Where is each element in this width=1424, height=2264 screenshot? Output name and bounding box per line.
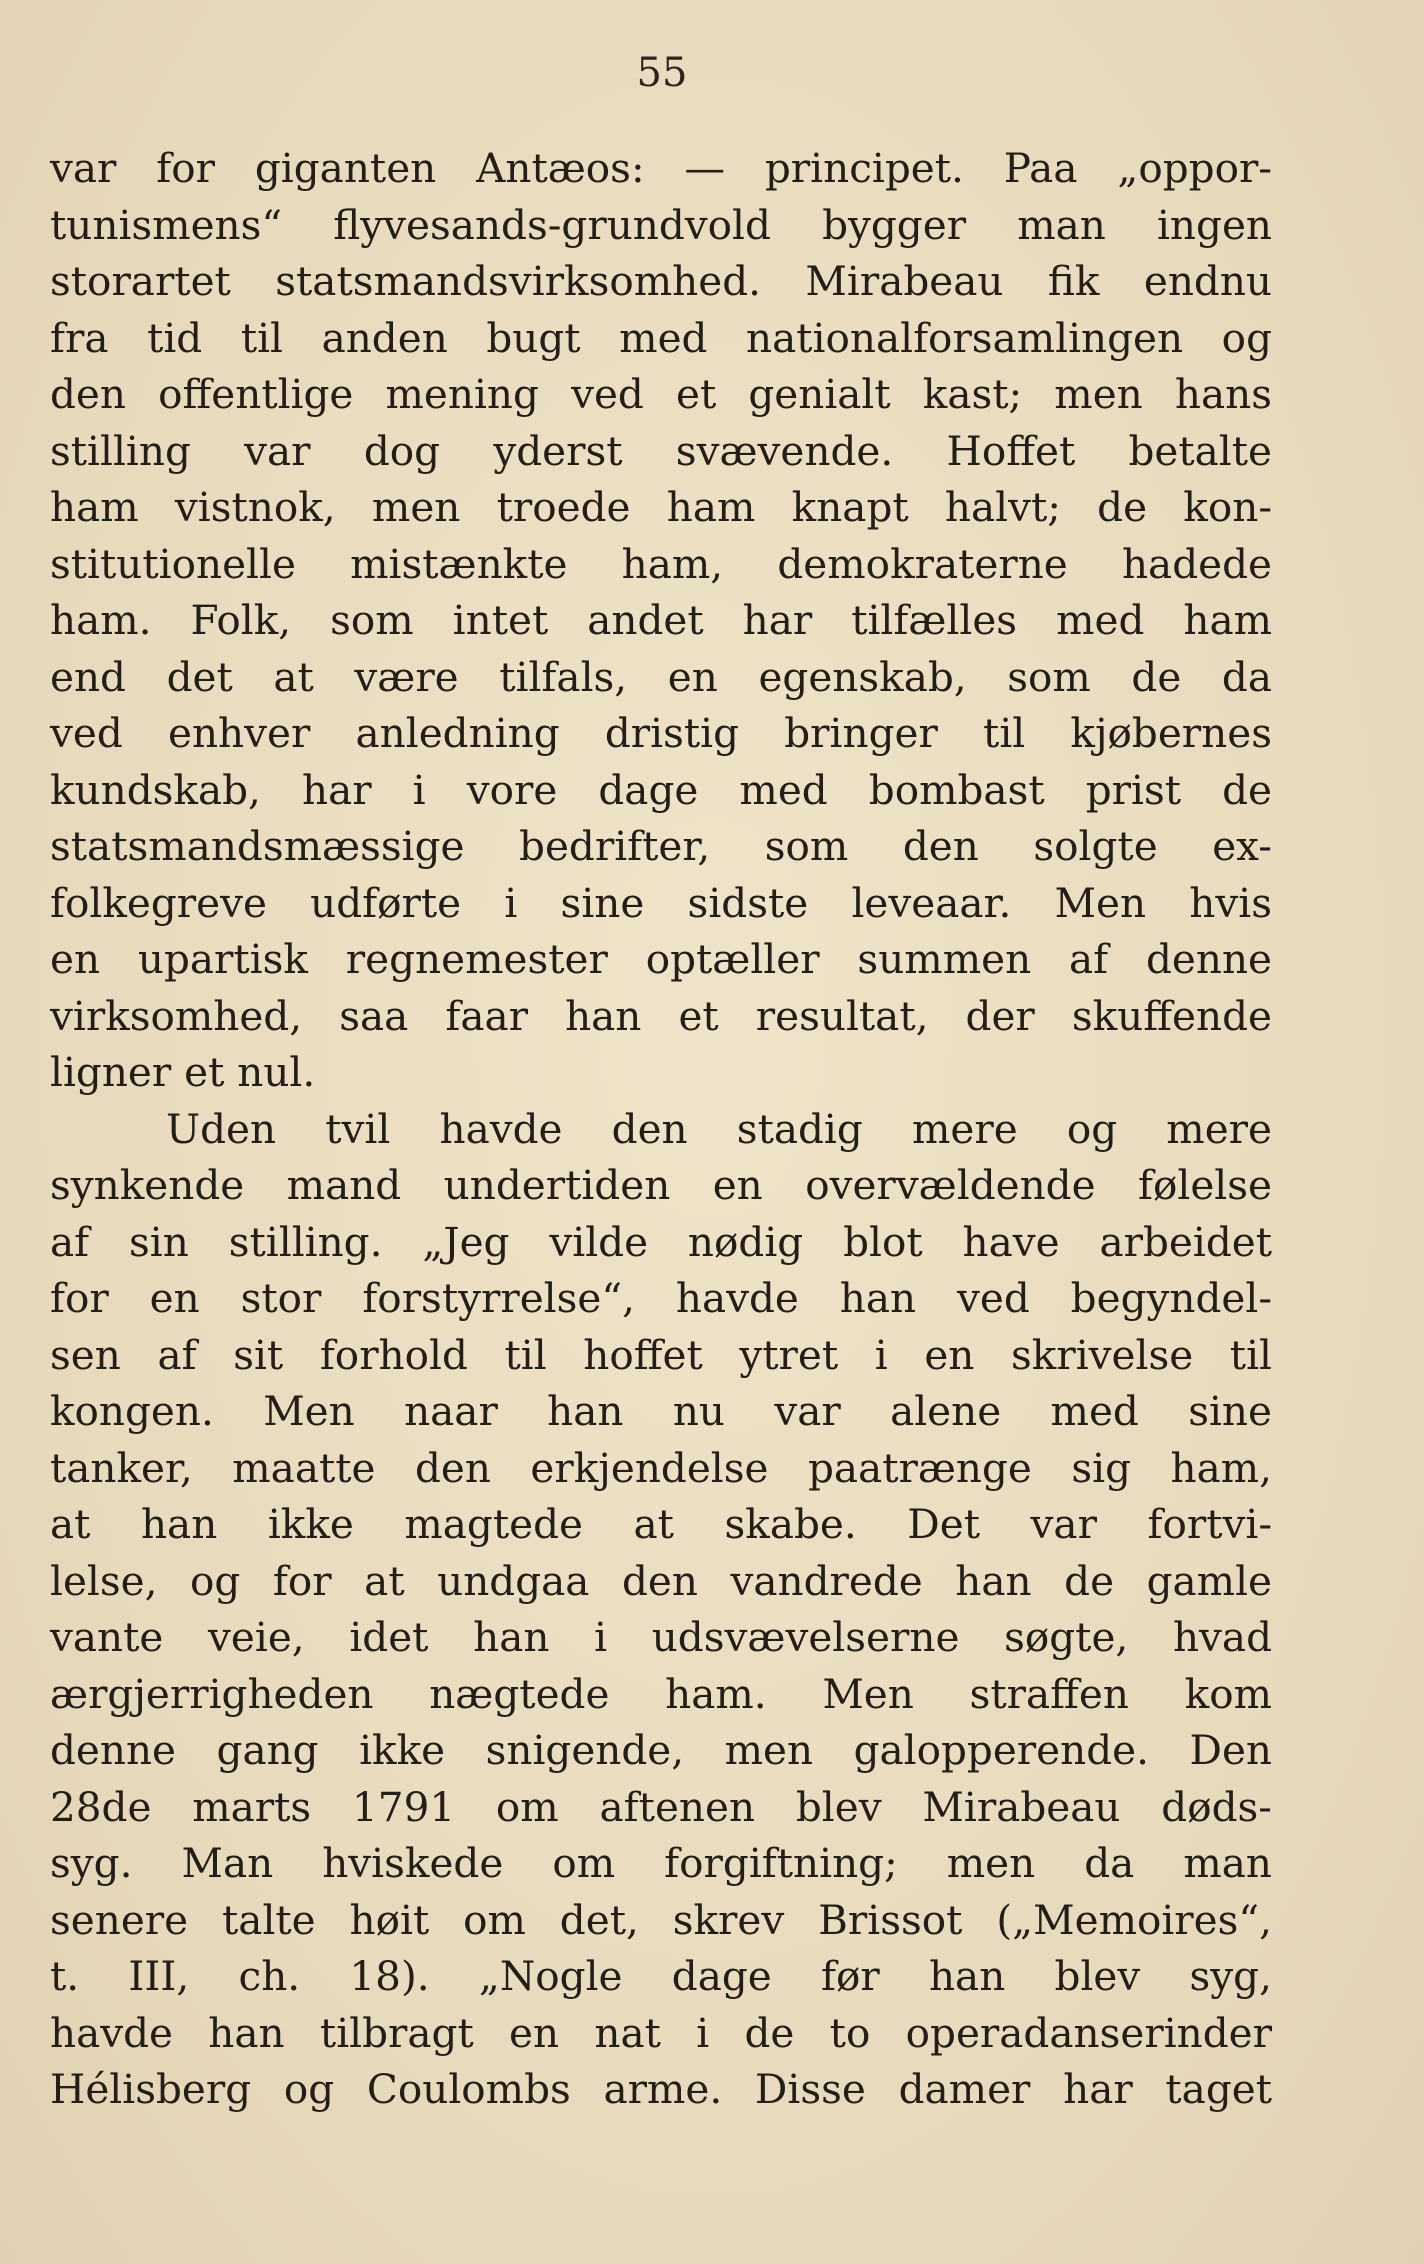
text-line: ved enhver anledning dristig bringer til kjøbernes: [50, 709, 1272, 757]
text-line: statsmandsmæssige bedrifter, som den solgte ex-: [50, 822, 1272, 870]
text-line: vante veie, idet han i udsvævelserne søgte, hvad: [50, 1613, 1272, 1661]
text-line: havde han tilbragt en nat i de to operadanserinder: [50, 2008, 1272, 2057]
text-line: kongen. Men naar han nu var alene med sine: [50, 1387, 1272, 1435]
text-line: ligner et nul.: [50, 1048, 316, 1096]
text-line: Hélisberg og Coulombs arme. Disse damer har taget: [50, 2065, 1272, 2113]
text-line: Uden tvil havde den stadig mere og mere: [166, 1104, 1272, 1153]
text-line: storartet statsmandsvirksomhed. Mirabeau fik endnu: [50, 257, 1272, 305]
page-number: 55: [636, 50, 688, 96]
text-line: fra tid til anden bugt med nationalforsamlingen og: [50, 313, 1272, 362]
text-line: stilling var dog yderst svævende. Hoffet betalte: [50, 426, 1272, 475]
text-line: den offentlige mening ved et genialt kast; men hans: [50, 370, 1272, 418]
text-line: af sin stilling. „Jeg vilde nødig blot have arbeidet: [50, 1217, 1272, 1266]
text-line: var for giganten Antæos: — principet. Paa „oppor-: [50, 144, 1272, 192]
text-line: en upartisk regnemester optæller summen af denne: [50, 935, 1272, 983]
text-line: virksomhed, saa faar han et resultat, der skuffende: [50, 991, 1272, 1040]
text-line: denne gang ikke snigende, men galopperende. Den: [50, 1726, 1272, 1774]
text-line: stitutionelle mistænkte ham, demokraterne hadede: [50, 539, 1272, 588]
text-line: tunismens“ flyvesands-grundvold bygger man ingen: [50, 200, 1272, 249]
text-line: tanker, maatte den erkjendelse paatrænge sig ham,: [50, 1443, 1272, 1492]
text-line: synkende mand undertiden en overvældende følelse: [50, 1161, 1272, 1209]
body-text: [50, 140, 1272, 2118]
text-line: ærgjerrigheden nægtede ham. Men straffen kom: [50, 1669, 1272, 1718]
text-line: kundskab, har i vore dage med bombast prist de: [50, 765, 1272, 814]
text-line: senere talte høit om det, skrev Brissot („Memoires“,: [50, 1895, 1272, 1944]
text-line: sen af sit forhold til hoffet ytret i en skrivelse til: [50, 1330, 1272, 1379]
text-line: at han ikke magtede at skabe. Det var fortvi-: [50, 1500, 1272, 1548]
text-line: lelse, og for at undgaa den vandrede han de gamle: [50, 1556, 1272, 1605]
text-line: folkegreve udførte i sine sidste leveaar. Men hvis: [50, 878, 1272, 927]
text-line: for en stor forstyrrelse“, havde han ved begyndel-: [50, 1274, 1272, 1322]
text-line: 28de marts 1791 om aftenen blev Mirabeau døds-: [50, 1782, 1272, 1831]
text-line: ham. Folk, som intet andet har tilfælles med ham: [50, 596, 1272, 644]
text-line: ham vistnok, men troede ham knapt halvt; de kon-: [50, 483, 1272, 531]
text-line: t. III, ch. 18). „Nogle dage før han blev syg,: [50, 1952, 1272, 2000]
text-line: end det at være tilfals, en egenskab, som de da: [50, 652, 1272, 701]
text-line: syg. Man hviskede om forgiftning; men da man: [50, 1839, 1272, 1887]
